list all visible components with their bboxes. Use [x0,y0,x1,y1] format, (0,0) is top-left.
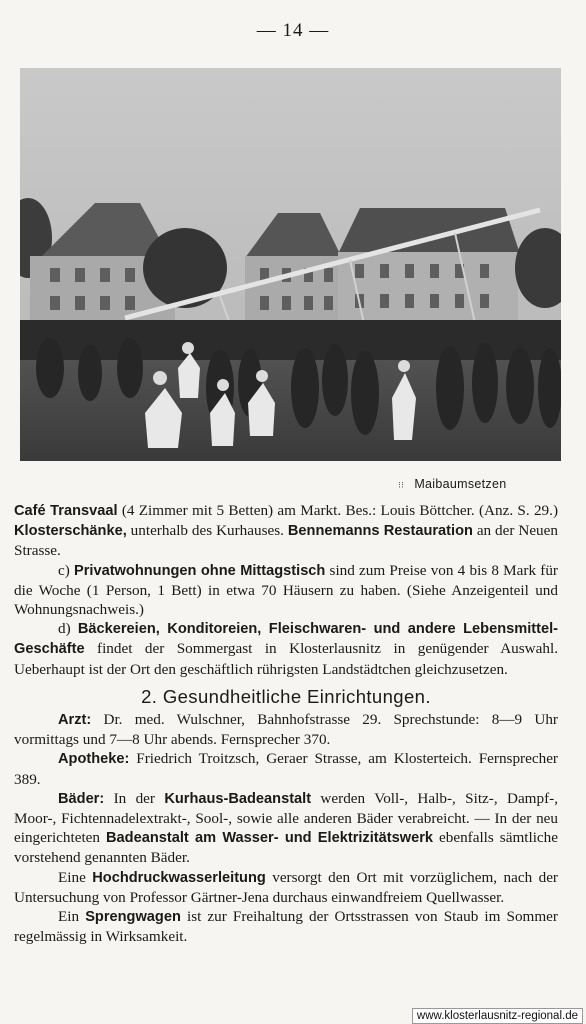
text-wasserleitung: versorgt den Ort mit vorzüglichem, nach der Untersuchung von Professor Gärtner-Jena durchaus einwandfreiem Quellwasser. [14,868,558,906]
lead-c: c) [58,561,74,579]
paragraph-geschaefte [14,619,558,679]
section-heading: 2. Gesundheitliche Einrichtungen. [141,685,431,707]
paragraph-arzt [14,710,558,749]
name-privatwohnungen: Privatwohnungen ohne Mittagstisch [74,562,326,579]
name-arzt: Arzt: [58,712,92,729]
caption-text: Maibaumsetzen [414,477,507,491]
text-klosterschaenke: unterhalb des Kurhauses. [126,522,288,540]
lead-ein: Ein [58,908,86,926]
name-bennemanns-restauration: Bennemanns Restauration [287,523,473,540]
text-baeder-2: werden Voll-, Halb-, Sitz-, Dampf-, Moor-, Fichtennadelextrakt-, Sool-, sowie alle anderen Bäder verabreicht. — In der neu eingerichteten [14,789,559,847]
text-baeder-1: In der [104,789,165,807]
lead-eine: Eine [58,868,93,886]
paragraph-sprengwagen [14,907,558,946]
text-baeder-3: ebenfalls sämtliche vorstehend genannten Bäder. [14,829,558,867]
text-cafe-transvaal: (4 Zimmer mit 5 Betten) am Markt. Bes.: Louis Böttcher. (Anz. S. 29.) [117,502,558,519]
photo-caption [398,477,506,491]
website-watermark: www.klosterlausnitz-regional.de [412,1008,583,1024]
paragraph-wasserleitung [14,868,558,907]
text-bennemanns-restauration: an der Neuen Strasse. [14,522,558,560]
house-right [338,252,518,326]
caption-mark: ⁝⁝ [398,480,405,490]
text-apotheke: Friedrich Troitzsch, Geraer Strasse, am Klosterteich. Fernsprecher 389. [14,750,558,788]
maypole-photo [20,68,561,461]
text-arzt: Dr. med. Wulschner, Bahnhofstrasse 29. Sprechstunde: 8—9 Uhr vormittags und 7—8 Uhr abends. Fernsprecher 370. [14,711,558,749]
paragraph-baeder [14,789,558,868]
text-geschaefte: findet der Sommergast in Klosterlausnitz in genügender Auswahl. Ueberhaupt ist der Ort den geschäftlich rührigsten Landstädtchen gleichzusetzen. [14,640,558,678]
name-baeder: Bäder: [58,790,105,807]
paragraph-cafe-transvaal [14,501,558,561]
name-sprengwagen: Sprengwagen [85,909,181,926]
page-number: — 14 — [256,20,330,41]
name-klosterschaenke: Klosterschänke, [14,523,127,540]
paragraph-apotheke [14,749,558,788]
name-hochdruckwasserleitung: Hochdruckwasserleitung [92,869,266,886]
name-geschaefte: Bäckereien, Konditoreien, Fleischwaren- und andere Lebensmittel-Geschäfte [14,621,559,658]
house-right-roof [338,208,520,254]
name-apotheke: Apotheke: [58,751,130,768]
maypole-photo-illustration [20,68,561,461]
name-cafe-transvaal: Café Transvaal [14,503,118,519]
name-kurhaus-badeanstalt: Kurhaus-Badeanstalt [164,790,312,807]
lead-d: d) [58,620,78,638]
name-badeanstalt-wasserwerk: Badeanstalt am Wasser- und Elektrizitätswerk [106,830,433,847]
text-privatwohnungen: sind zum Preise von 4 bis 8 Mark für die Woche (1 Person, 1 Bett) in etwa 70 Häusern zu haben. (Siehe Anzeigenteil und Wohnungsnachweis.) [14,561,558,619]
body-text [14,501,558,946]
text-sprengwagen: ist zur Freihaltung der Ortsstrassen von Staub im Sommer regelmässig in Wirksamkeit. [14,908,558,946]
paragraph-privatwohnungen [14,561,558,620]
